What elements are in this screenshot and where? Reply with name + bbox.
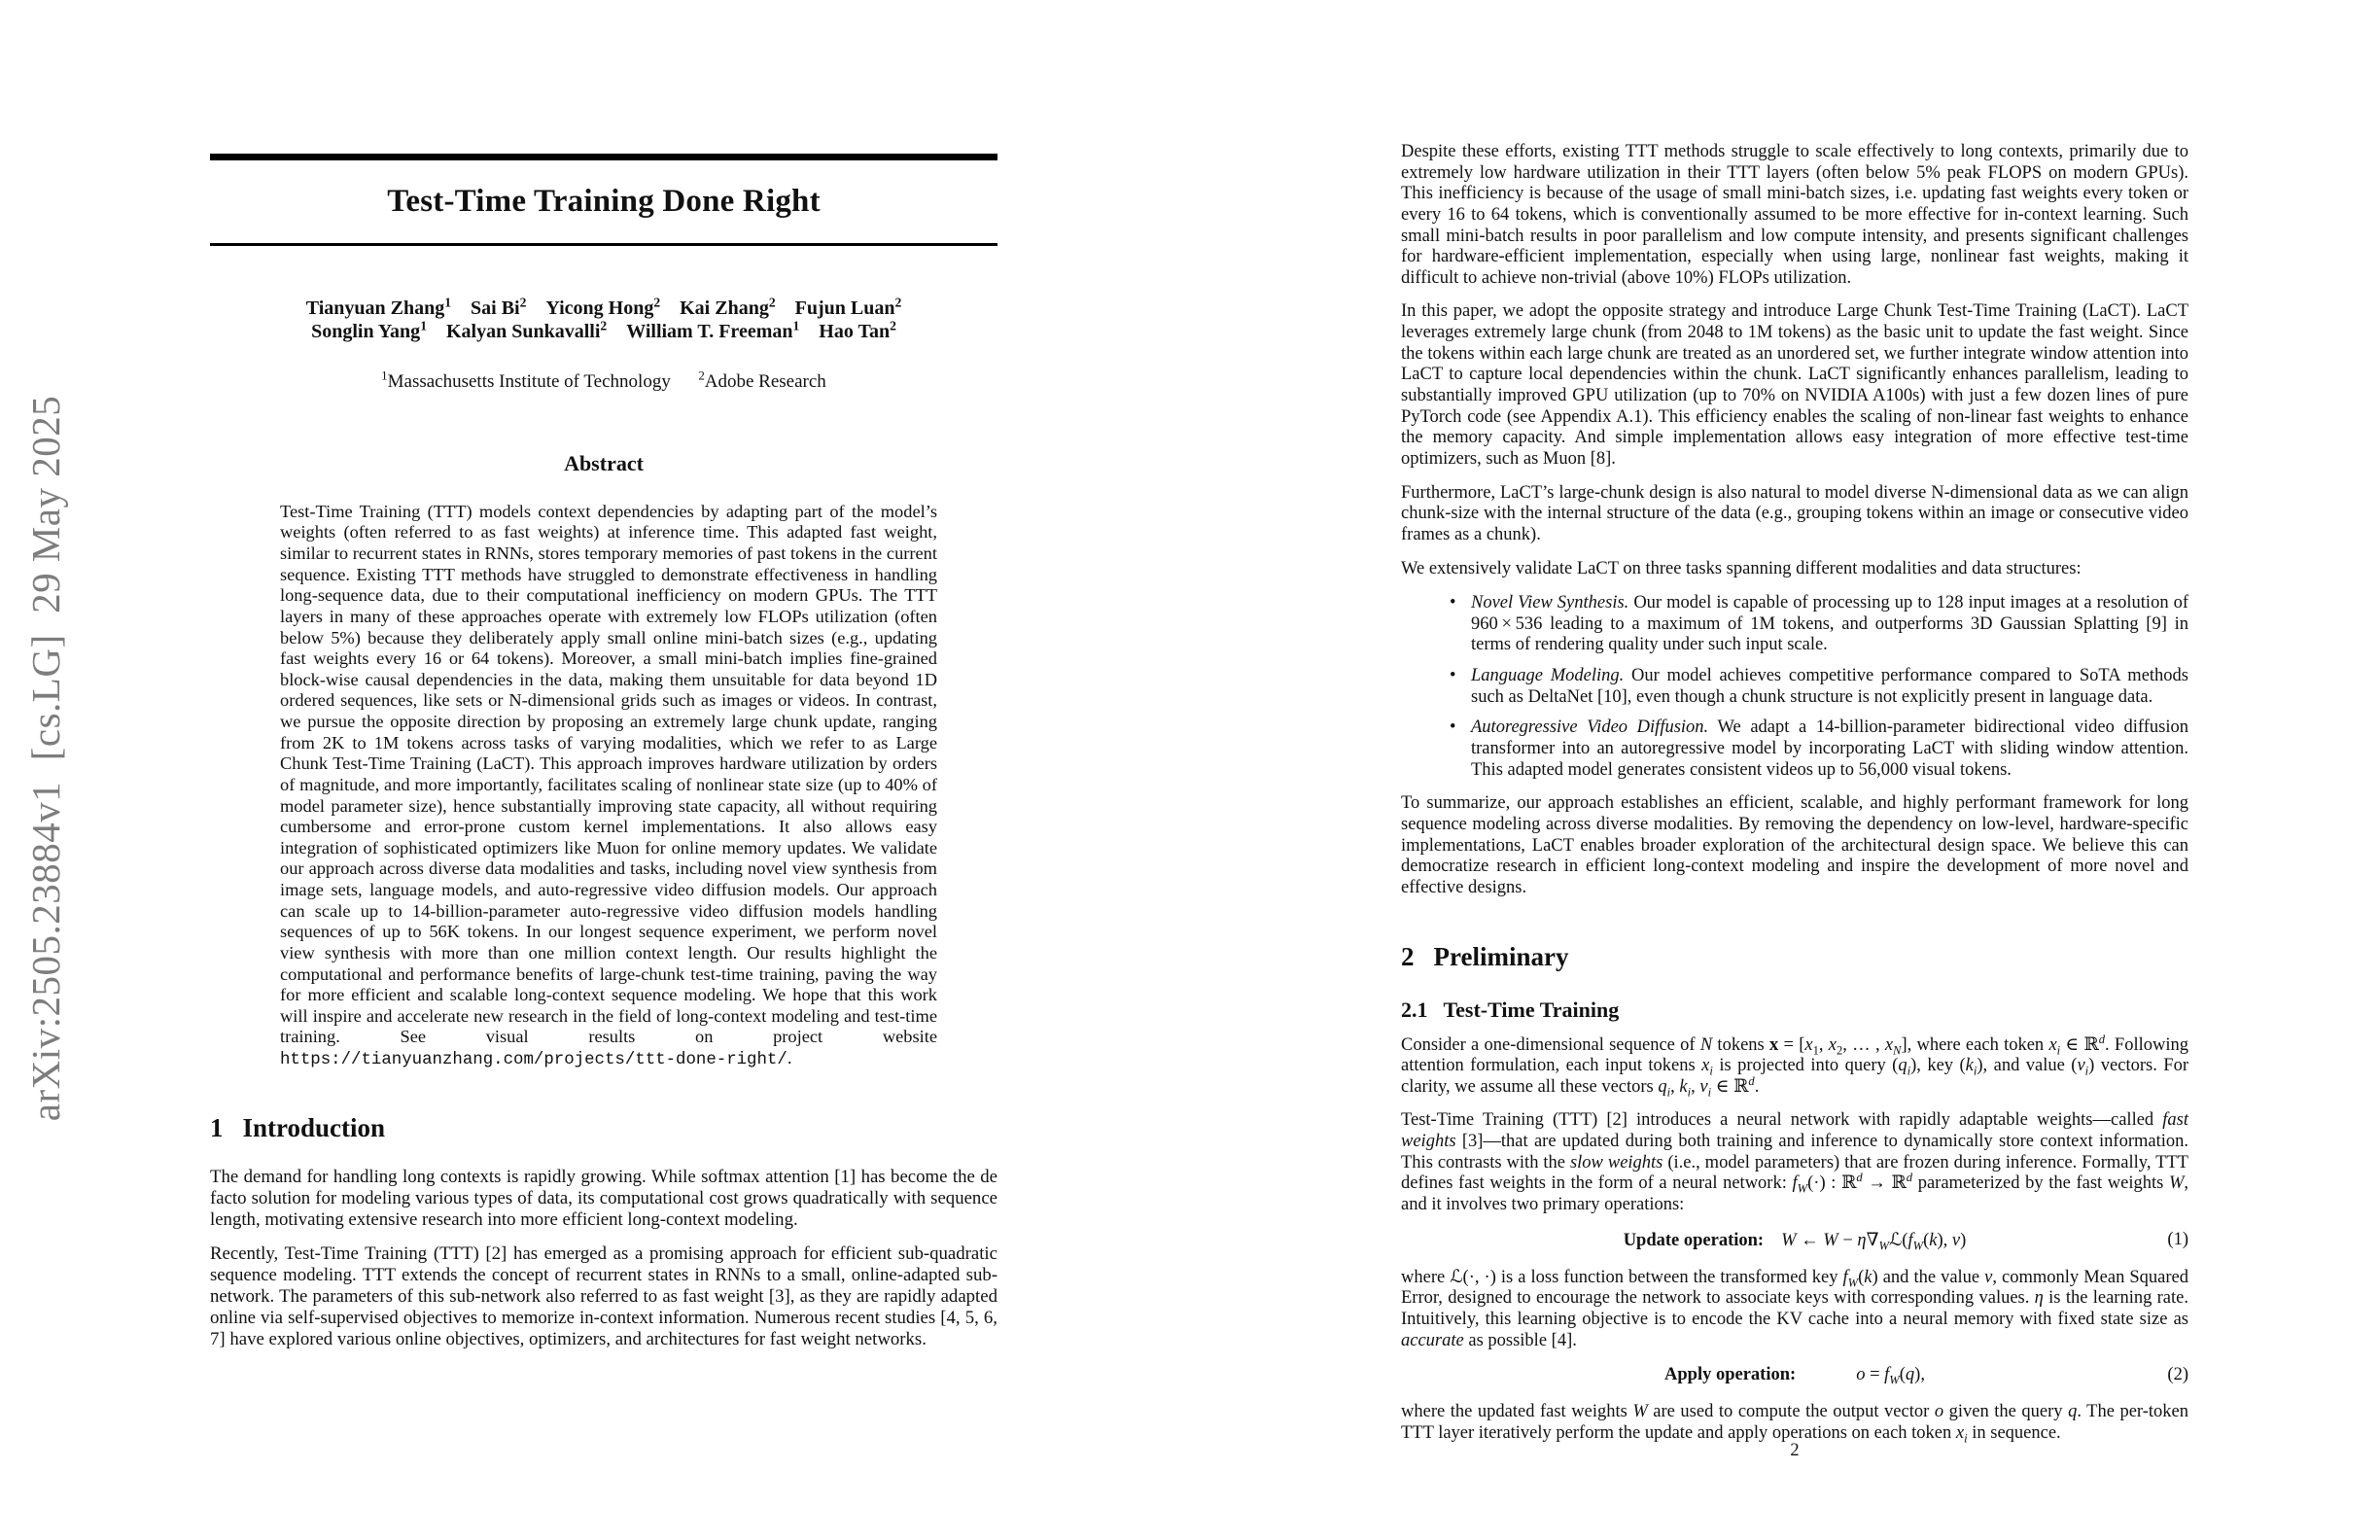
equation-2-number: (2) — [2167, 1365, 2188, 1385]
body-paragraph-5: To summarize, our approach establishes an efficient, scalable, and highly performant framework for long sequence modeling across diverse modalities. By removing the dependency on low-level, hardware-specific implementations, LaCT enables broader exploration of the architectural design space. We believe this can democratize research in efficient long-context modeling and inspire the development of more novel and effective designs. — [1401, 793, 2188, 897]
author-list — [210, 297, 998, 344]
preliminary-paragraph-1: Consider a one-dimensional sequence of N tokens $x = [x_1$, $x_2$, … , $x_N$], where each token $x_i$ ∈ ℝ$^d$. Following attention formulation, each input tokens $x_i$ is projected into query $(q_i)$, key $(k_i)$, and value $(v_i)$ vectors. For clarity, we assume all these vectors $q_i$, $k_i$, $v_i$ ∈ ℝ$^d$. — [1401, 1032, 2188, 1100]
section-1-number: 1 — [210, 1113, 224, 1143]
subsection-2-1-number: 2.1 — [1401, 997, 1428, 1022]
title-rule-top — [210, 154, 998, 160]
equation-2 — [1401, 1361, 2188, 1389]
body-paragraph-2: In this paper, we adopt the opposite strategy and introduce Large Chunk Test-Time Training (LaCT). LaCT leverages extremely large chunk (from 2048 to 1M tokens) as the basic unit to update the fast weight. Since the tokens within each large chunk are treated as an unordered set, we further integrate window attention into LaCT to capture local dependencies within the chunk. LaCT significantly enhances parallelism, leading to substantially improved GPU utilization (up to 70% on NVIDIA A100s) with just a few dozen lines of pure PyTorch code (see Appendix A.1). This efficiency enables the scaling of non-linear fast weights to enhance the memory capacity. And simple implementation allows easy integration of more effective test-time optimizers, such as Muon [8]. — [1401, 301, 2188, 469]
body-paragraph-3: Furthermore, LaCT’s large-chunk design is also natural to model diverse N-dimensional data as we can align chunk-size with the internal structure of the data (e.g., grouping tokens within an image or consecutive video frames as a chunk). — [1401, 482, 2188, 544]
arxiv-watermark: arXiv:2505.23884v1 [cs.LG] 29 May 2025 — [23, 395, 68, 1122]
intro-paragraph-2: Recently, Test-Time Training (TTT) [2] has emerged as a promising approach for efficient sub-quadratic sequence modeling. TTT extends the concept of recurrent states in RNNs to a small, online-adapted sub-network. The parameters of this sub-network also referred to as fast weight [3], as they are rapidly adapted online via self-supervised objectives to memorize in-context information. Numerous recent studies [4, 5, 6, 7] have explored various online objectives, optimizers, and architectures for fast weight networks. — [210, 1243, 998, 1350]
section-1-title: Introduction — [242, 1113, 386, 1143]
equation-2-formula: $o = f_W(q)$, — [1856, 1365, 1925, 1387]
abstract-period: . — [787, 1048, 792, 1068]
section-1-heading — [210, 1113, 998, 1143]
intro-paragraph-1: The demand for handling long contexts is rapidly growing. While softmax attention [1] has become the de facto solution for modeling various types of data, its computational cost grows quadratically with sequence length, motivating extensive research into more efficient long-context modeling. — [210, 1167, 998, 1231]
author-line-1: Tianyuan Zhang$^1$ Sai Bi$^2$ Yicong Hong$^2$ Kai Zhang$^2$ Fujun Luan$^2$ — [305, 295, 902, 319]
title-rule-bottom — [210, 243, 998, 246]
bullet-item-autoregressive-video-diffusion — [1401, 718, 2188, 781]
preliminary-paragraph-2: Test-Time Training (TTT) [2] introduces a neural network with rapidly adaptable weights—called fast weights [3]—that are updated during both training and inference to dynamically store context information. This contrasts with the slow weights (i.e., model parameters) that are frozen during inference. Formally, TTT defines fast weights in the form of a neural network: $f_W(\cdot)$ : ℝ$^d$ → ℝ$^d$ parameterized by the fast weights W, and it involves two primary operations: — [1401, 1110, 2189, 1214]
bullet-label: Language Modeling. — [1471, 666, 1625, 686]
section-2-heading — [1401, 942, 2188, 972]
abstract-text — [280, 502, 937, 1071]
body-paragraph-4: We extensively validate LaCT on three tasks spanning different modalities and data structures: — [1401, 558, 2082, 578]
bullet-label: Autoregressive Video Diffusion. — [1471, 718, 1709, 738]
task-bullet-list — [1401, 593, 2188, 781]
bullet-marker: • — [1450, 593, 1456, 613]
bullet-text: Our model is capable of processing up to 128 input images at a resolution of 960 × 536 leading to a maximum of 1M tokens, and outperforms 3D Gaussian Splatting [9] in terms of rendering quality under such input scale. — [1471, 593, 2189, 655]
equation-1 — [1401, 1226, 2188, 1255]
abstract-paragraph: Test-Time Training (TTT) models context dependencies by adapting part of the model’s weights (often referred to as fast weights) at inference time. This adapted fast weight, similar to recurrent states in RNNs, stores temporary memories of past tokens in the current sequence. Existing TTT methods have struggled to demonstrate effectiveness in handling long-sequence data, due to their computational inefficiency on modern GPUs. The TTT layers in many of these approaches operate with extremely low FLOPs utilization (often below 5%) because they deliberately apply small online mini-batch sizes (e.g., updating fast weights every 16 or 64 tokens). Moreover, a small mini-batch implies fine-grained block-wise causal dependencies in the data, making them unsuitable for data beyond 1D ordered sequences, like sets or N-dimensional grids such as images or videos. In contrast, we pursue the opposite direction by proposing an extremely large chunk update, ranging from 2K to 1M tokens across tasks of varying modalities, which we refer to as Large Chunk Test-Time Training (LaCT). This approach improves hardware utilization by orders of magnitude, and more importantly, facilitates scaling of nonlinear state size (up to 40% of model parameter size), hence substantially improving state capacity, all without requiring cumbersome and error-prone custom kernel implementations. It also allows easy integration of sophisticated optimizers like Muon for online memory updates. We validate our approach across diverse data modalities and tasks, including novel view synthesis from image sets, language models, and auto-regressive video diffusion models. Our approach can scale up to 14-billion-parameter auto-regressive video diffusion models handling sequences of up to 56K tokens. In our longest sequence experiment, we perform novel view synthesis with more than one million context length. Our results highlight the computational and performance benefits of large-chunk test-time training, paving the way for more efficient and scalable long-context sequence modeling. We hope that this work will inspire and accelerate new research in the field of long-context modeling and test-time training. See visual results on project website — [280, 501, 937, 1047]
equation-2-label: Apply operation: — [1664, 1365, 1797, 1385]
section-2-number: 2 — [1401, 941, 1415, 971]
bullet-text: We adapt a 14-billion-parameter bidirectional video diffusion transformer into an autoregressive model by incorporating LaCT with sliding window attention. This adapted model generates consistent videos up to 56,000 visual tokens. — [1471, 718, 2188, 780]
bullet-marker: • — [1450, 718, 1456, 738]
equation-1-label: Update operation: — [1623, 1230, 1765, 1250]
bullet-item-language-modeling — [1401, 666, 2188, 708]
affiliations: $^1$Massachusetts Institute of Technology $^2$Adobe Research — [381, 368, 826, 392]
page-number: 2 — [1790, 1441, 1800, 1460]
abstract-heading: Abstract — [564, 450, 644, 475]
page-1 — [210, 0, 998, 1350]
section-2-title: Preliminary — [1433, 941, 1569, 971]
equation-1-number: (1) — [2167, 1229, 2188, 1249]
paper-title: Test-Time Training Done Right — [387, 184, 821, 219]
author-line-2: Songlin Yang$^1$ Kalyan Sunkavalli$^2$ William T. Freeman$^1$ Hao Tan$^2$ — [311, 318, 896, 343]
equation-2-explanation: where the updated fast weights W are used to compute the output vector o given the query q. The per-token TTT layer iteratively perform the update and apply operations on each token $x_i$ in sequence. — [1401, 1402, 2188, 1446]
bullet-label: Novel View Synthesis. — [1471, 593, 1629, 613]
page-2 — [1401, 142, 2188, 1444]
equation-1-formula: W ← $W - \eta\nabla_Wℒ(f_W(k)$, v) — [1781, 1230, 1967, 1253]
body-paragraph-1: Despite these efforts, existing TTT methods struggle to scale effectively to long contexts, primarily due to extremely low hardware utilization in their TTT layers (often below 5% peak FLOPS on modern GPUs). This inefficiency is because of the usage of small mini-batch sizes, i.e. updating fast weights every token or every 16 to 64 tokens, which is conventionally assumed to be more effective for in-context learning. Such small mini-batch results in poor parallelism and low compute intensity, and presents significant challenges for hardware-efficient implementation, especially when using large, nonlinear fast weights, making it difficult to achieve non-trivial (above 10%) FLOPs utilization. — [1401, 142, 2188, 288]
subsection-2-1-title: Test-Time Training — [1443, 997, 1620, 1022]
bullet-item-novel-view-synthesis — [1401, 593, 2188, 656]
project-website-link[interactable]: https://tianyuanzhang.com/projects/ttt-done-right/ — [280, 1051, 788, 1070]
equation-1-explanation: where ℒ(·, ·) is a loss function between the transformed key $f_W(k)$ and the value v, commonly Mean Squared Error, designed to encourage the network to associate keys with corresponding values. η is the learning rate. Intuitively, this learning objective is to encode the KV cache into a neural memory with fixed state size as accurate as possible [4]. — [1401, 1267, 2188, 1350]
bullet-marker: • — [1450, 666, 1456, 686]
bullet-text: Our model achieves competitive performance compared to SoTA methods such as DeltaNet [10], even though a chunk structure is not explicitly present in language data. — [1471, 666, 2188, 707]
subsection-2-1-heading — [1401, 998, 2188, 1023]
